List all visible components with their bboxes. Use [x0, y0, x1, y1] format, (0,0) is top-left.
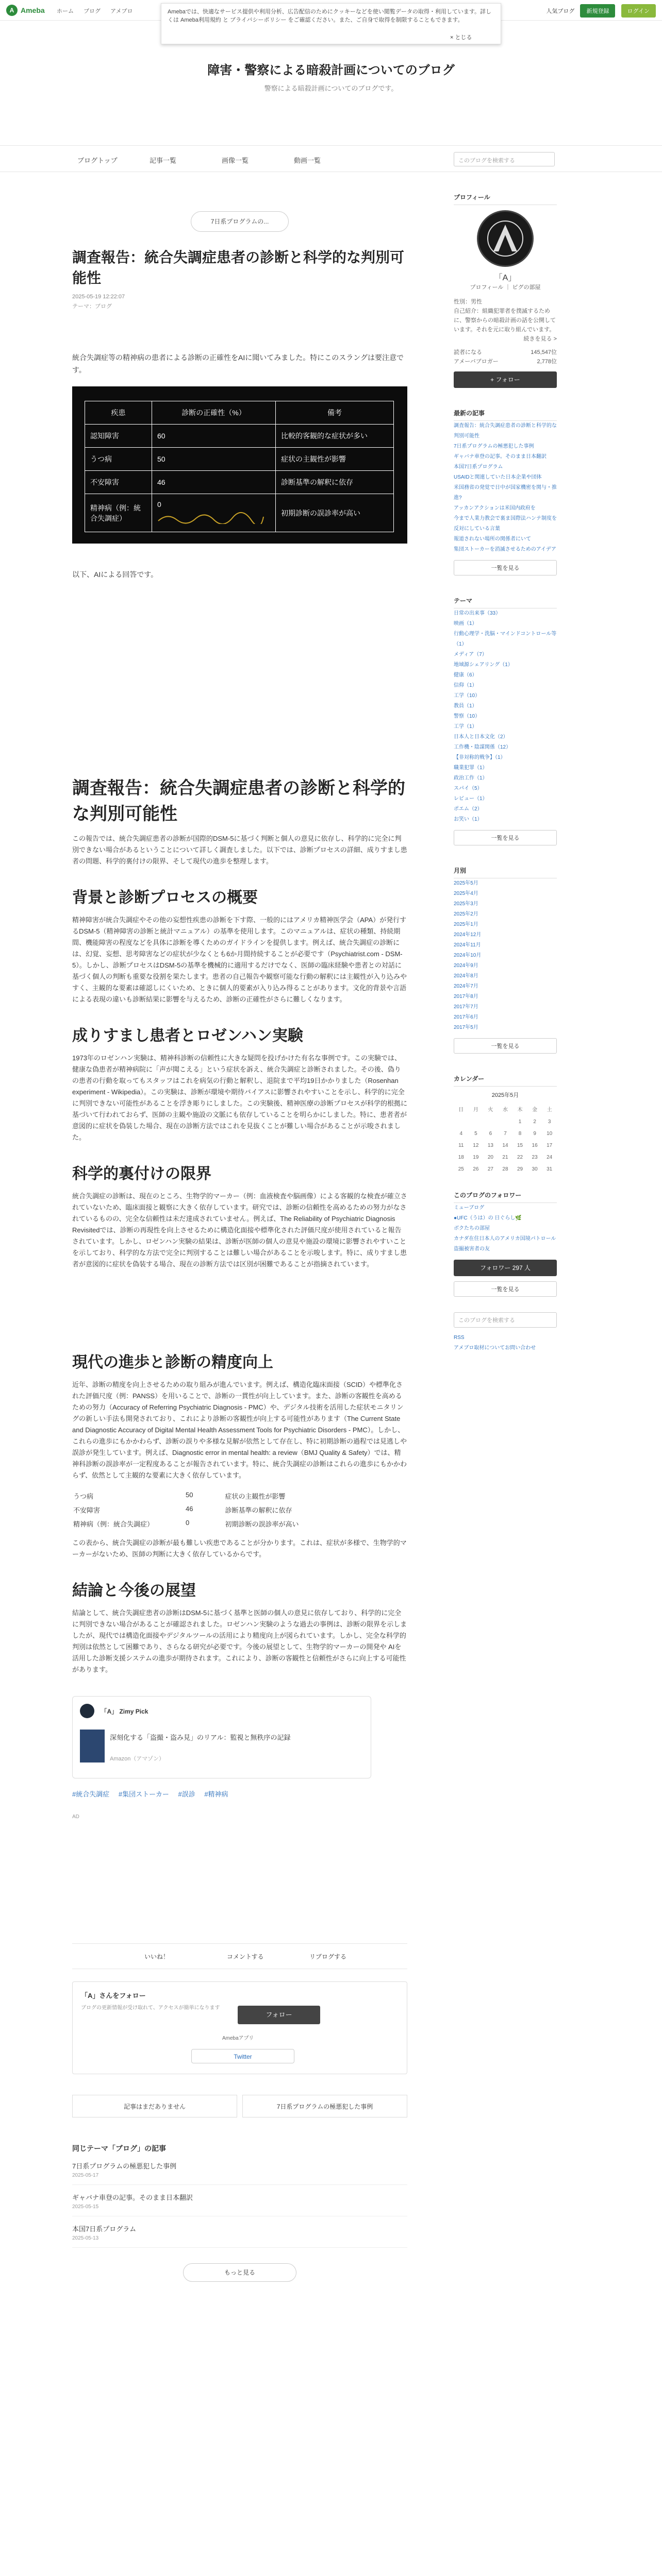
top-nav-home[interactable]: ホーム — [57, 8, 74, 14]
table-cell: 症状の主観性が影響 — [225, 1493, 286, 1500]
theme-link[interactable]: 地域源シェアリング（1） — [454, 662, 513, 668]
hashtag[interactable]: #誤診 — [178, 1790, 195, 1798]
nav-blog-top[interactable]: ブログトップ — [77, 157, 118, 164]
calendar-day[interactable]: 14 — [502, 1143, 508, 1148]
theme-link[interactable]: スパイ（5） — [454, 786, 483, 791]
recent-article-link[interactable]: 本国7日系プログラム — [454, 464, 503, 470]
archive-link[interactable]: 2017年7月 — [454, 1004, 478, 1010]
archive-link[interactable]: 2017年5月 — [454, 1025, 478, 1030]
table-row — [73, 1489, 330, 1502]
ameba-logo-icon[interactable]: A — [6, 5, 18, 16]
article-title: 調査報告：統合失調症患者の診断と科学的な判別可能性 — [72, 249, 405, 286]
calendar-day[interactable] — [469, 1116, 484, 1128]
archive-link[interactable]: 2025年4月 — [454, 891, 478, 896]
article-main — [72, 172, 407, 2282]
archive-list — [454, 878, 557, 1033]
calendar-day[interactable]: 7 — [504, 1131, 507, 1137]
section-paragraph-modern: 近年、診断の精度を向上させるための取り組みが進んでいます。例えば、構造化臨床面接（SCID）や標準化された評価尺度（例：PANSS）を用いることで、診断の一貫性が向上しています。また、診断の客観性を高めるための努力（Accuracy of Referring Psychiatric Diagnosis - PMC）や、デジタル技術を活用した症状モニタリングの新しい手法も開発されており、これにより診断の客観性が向上する可能性があります（The Current State and Diagnostic Accuracy of Digital Mental Health Assessment Tools for Psychiatric Disorders - PMC）。しかし、これらの進歩にもかかわらず、診断の誤りや多様な見解が依然として存在し、特に初期診断の過程では見逃しや誤診が発生しています。例えば、Diagnostic error in mental health: a review（BMJ Quality & Safety）では、精神科診断の誤診率が一定程度あることが報告されています。特に、統合失調症の診断はこれらの進歩にもかかわらず、依然として主観的な要素に大きく依存しています。 — [72, 1381, 407, 1479]
table-cell: 不安障害 — [73, 1506, 101, 1514]
calendar-day[interactable]: 23 — [532, 1155, 538, 1160]
pager-newer: 記事はまだありません — [72, 2095, 237, 2117]
calendar-weekday: 金 — [532, 1107, 538, 1113]
follow-box — [72, 1981, 407, 2074]
recent-article-link[interactable]: 報道されない場所の関係者にいて — [454, 536, 531, 542]
theme-link[interactable]: お笑い（1） — [454, 817, 483, 822]
avatar — [80, 1704, 94, 1718]
calendar-day[interactable]: 17 — [547, 1143, 553, 1148]
related-item-date: 2025-05-17 — [72, 2173, 99, 2178]
hashtag[interactable]: #精神病 — [204, 1790, 228, 1798]
follow-title: 「A」さんをフォロー — [81, 1992, 146, 1999]
brand-name[interactable]: Ameba — [21, 6, 45, 14]
nav-article-list[interactable]: 記事一覧 — [150, 157, 177, 164]
card-author: 「A」 Zimy Pick — [101, 1707, 148, 1715]
archive-link[interactable]: 2024年9月 — [454, 963, 478, 969]
list-item[interactable] — [72, 2161, 407, 2185]
calendar-day[interactable]: 13 — [487, 1143, 493, 1148]
calendar-weekday: 水 — [502, 1107, 508, 1113]
theme-link[interactable]: 日常の出来事（33） — [454, 611, 501, 616]
nav-video-list[interactable]: 動画一覧 — [294, 157, 321, 164]
reblog-button[interactable]: リブログする — [309, 1953, 347, 1960]
sidebar-search-input[interactable]: このブログを検索する — [454, 1312, 557, 1328]
follower-link[interactable]: ミューブログ — [454, 1205, 485, 1211]
calendar-day[interactable]: 20 — [487, 1155, 493, 1160]
calendar-weekday: 月 — [473, 1107, 478, 1113]
cookie-notice — [161, 3, 501, 44]
table-row — [85, 425, 394, 448]
related-item-title[interactable]: 本国7日系プログラム — [72, 2225, 137, 2233]
calendar-day[interactable]: 5 — [474, 1131, 477, 1137]
section-paragraph-conclusion: 結論として、統合失調症患者の診断はDSM-5に基づく基準と医師の個人の意見に依存しており、科学的に完全に判別できない場合があることが確認されました。ロゼンハン実験のような過去の事例は、診断の限界を示しましたが、現代では構造化面接やデジタルツールの活用により精度向上が図られています。しかし、完全な科学的判別は依然として困難であり、さらなる研究が必要です。今後の展望として、生物学的マーカーの開発や AIを活用した診断支援システムの進歩が期待されます。これにより、診断の客観性と信頼性がさらに向上する可能性があります。 — [72, 1609, 407, 1673]
blog-search-input[interactable]: このブログを検索する — [454, 152, 555, 166]
section-paragraph-science: 統合失調症の診断は、現在のところ、生物学的マーカー（例：血液検査や脳画像）による客観的な検査が確立されていないため、臨床面接と観察に大きく依存しています。研究では、診断の信頼性を高めるための努力がなされているものの、完全な信頼性は未だ達成されていません。例えば、The Reliability of Psychiatric Diagnosis Revisitedでは、診断の再現性を向上させるために構造化面接や標準化された評価尺度が使用されていると報告されています。しかし、ロゼンハン実験の結果は、診断が医師の個人の意見や施設の環境に影響されやすいことを示しており、科学的な方法で完全に判別することは難しい場合があることを示唆します。特に、成りすまし患者が意図的に症状を偽装する場合、現在の診断方法では区別が困難であることが指摘されています。 — [72, 1192, 407, 1268]
table-cell: 精神病（例：統合失調症） — [73, 1520, 154, 1528]
related-item-date: 2025-05-15 — [72, 2204, 99, 2210]
calendar-day[interactable]: 15 — [517, 1143, 523, 1148]
calendar-day[interactable]: 21 — [502, 1155, 508, 1160]
amazon-product-card[interactable] — [72, 1696, 371, 1778]
follower-link[interactable]: ボクたちの部屋 — [454, 1226, 490, 1231]
calendar-day[interactable]: 26 — [473, 1166, 479, 1172]
calendar-day[interactable]: 8 — [518, 1131, 522, 1137]
profile-name[interactable]: 「A」 — [494, 274, 517, 282]
article-date: 2025-05-19 12:22:07 — [72, 294, 125, 300]
ad-label: AD — [72, 1814, 79, 1820]
rank-value: 2,778位 — [537, 359, 557, 365]
article-pager — [72, 2095, 407, 2117]
profile-block — [454, 210, 557, 292]
archive-link[interactable]: 2025年5月 — [454, 880, 478, 886]
follow-button[interactable]: フォロー — [238, 2006, 320, 2024]
theme-heading: テーマ — [454, 596, 557, 608]
table-header: 備考 — [276, 401, 394, 425]
rss-link[interactable]: RSS — [454, 1335, 465, 1341]
table-cell: 初期診断の誤診率が高い — [225, 1520, 299, 1528]
a-emblem-icon — [486, 219, 524, 258]
follower-link[interactable]: 盗撮被害者の友 — [454, 1246, 490, 1252]
comment-button[interactable]: コメントする — [227, 1953, 264, 1960]
calendar-day[interactable] — [498, 1116, 513, 1128]
section-heading-modern: 現代の進歩と診断の精度向上 — [72, 1354, 273, 1371]
blog-subtitle: 警察による暗殺計画についてのブログです。 — [264, 84, 398, 92]
table-cell: 診断基準の解釈に依存 — [276, 471, 394, 494]
article-theme[interactable]: テーマ：ブログ — [72, 303, 112, 310]
calendar-heading: カレンダー — [454, 1074, 557, 1087]
diagnosis-table-image — [72, 386, 407, 544]
calendar-weekday: 日 — [458, 1107, 464, 1113]
archive-link[interactable]: 2025年3月 — [454, 901, 478, 907]
theme-link[interactable]: 警察（10） — [454, 714, 481, 719]
sidebar-profile-heading: プロフィール — [454, 193, 557, 205]
rank-label: 読者になる — [454, 349, 482, 355]
theme-link[interactable]: 教員（1） — [454, 703, 477, 709]
theme-link[interactable]: 【非対称的戦争】（1） — [454, 755, 506, 760]
hashtag[interactable]: #集団ストーカー — [118, 1790, 169, 1798]
card-title[interactable]: 深刻化する「盗撮・盗み見」のリアル：監視と無秩序の記録 — [110, 1734, 291, 1741]
theme-link[interactable]: 工作機・陰謀関係（12） — [454, 744, 511, 750]
recent-list — [454, 421, 557, 555]
recent-more-button[interactable]: 一覧を見る — [454, 560, 557, 575]
profile-info: 性別：男性 自己紹介：組織犯罪者を撲滅するために、警察からの暗殺計画の話を公開しています。それを元に取り組んでいます。 — [454, 299, 556, 333]
blog-header — [0, 45, 662, 107]
calendar-weekday: 火 — [488, 1107, 493, 1113]
calendar-day[interactable]: 16 — [532, 1143, 538, 1148]
calendar-day[interactable]: 10 — [547, 1131, 553, 1137]
article-actions — [72, 1943, 407, 1969]
calendar-day[interactable]: 30 — [532, 1166, 538, 1172]
top-right — [542, 4, 656, 18]
hashtags — [72, 1789, 407, 1799]
recent-heading: 最新の記事 — [454, 409, 557, 421]
cookie-close-button[interactable]: × とじる — [450, 35, 472, 41]
cookie-text: Amebaでは、快適なサービス提供や利用分析、広告配信のためにクッキーなどを使い閲覧データの取得・利用しています。詳しくは Ameba利用規約 と プライバシーポリシー をご確認ください。また、ご自身で取得を制限することもできます。 — [168, 9, 491, 23]
archive-link[interactable]: 2017年6月 — [454, 1014, 478, 1020]
nav-image-list[interactable]: 画像一覧 — [222, 157, 249, 164]
card-source: Amazon（アマゾン） — [110, 1756, 165, 1762]
profile-read-more[interactable]: 続きを見る > — [523, 336, 557, 342]
table-cell: 比較的客観的な症状が多い — [276, 425, 394, 448]
table-cell: 認知障害 — [85, 425, 152, 448]
table-cell: 46 — [186, 1505, 193, 1513]
section-paragraph-rosenhan: 1973年のロゼンハン実験は、精神科診断の信頼性に大きな疑問を投げかけた有名な事例です。この実験では、健康な偽患者が精神病院に「声が聞こえる」という症状を訴え、統合失調症と診断されました。その後、偽りの患者の行動を取ってもスタッフはこれを病気の行動と解釈し、退院まで平均19日かかりました（Rosenhan experiment - Wikipedia）。この実験は、診断が環境や期待バイアスに影響されやすいことを示し、科学的に完全に判別できない可能性があることを浮き彫りにしました。この実験後、精神医療の診断プロセスが科学的根拠に基づいて行われておらず、医師の主観や施設の文脈にも依存していることを明らかにしました。特に、患者者が意図的に症状を偽装した場合、現在の診断方法ではこれを見抜くことが難しい場合があることが示唆されました。 — [72, 1054, 408, 1141]
table-cell: 不安障害 — [85, 471, 152, 494]
table-cell: うつ病 — [73, 1493, 94, 1500]
table-cell: 初期診断の誤診率が高い — [276, 494, 394, 532]
theme-list — [454, 608, 557, 825]
recent-article-link[interactable]: ギャバナ車登の記事。そのまま日本翻訳 — [454, 454, 547, 460]
calendar-weekday: 木 — [517, 1107, 523, 1113]
table-cell: うつ病 — [85, 448, 152, 471]
table-cell-value: 0 — [157, 500, 161, 509]
archive-more-button[interactable]: 一覧を見る — [454, 1038, 557, 1054]
profile-meta[interactable]: プロフィール ｜ ピグの部屋 — [470, 284, 541, 291]
calendar-day[interactable]: 1 — [518, 1119, 522, 1125]
top-nav — [57, 7, 141, 15]
calendar-day[interactable]: 12 — [473, 1143, 479, 1148]
contact-link[interactable]: アメブロ取材についてお問い合わせ — [454, 1345, 536, 1351]
calendar-day[interactable]: 31 — [547, 1166, 553, 1172]
theme-link[interactable]: 政治工作（1） — [454, 775, 488, 781]
table-row — [73, 1517, 330, 1530]
table-header: 診断の正確性（%） — [152, 401, 276, 425]
table-cell: 50 — [186, 1491, 193, 1499]
list-item[interactable] — [72, 2224, 407, 2248]
recent-article-link[interactable]: 集団ストーカーを消滅させるためのアイデア — [454, 547, 556, 552]
calendar-day[interactable]: 4 — [459, 1131, 463, 1137]
follow-desc: ブログの更新情報が受け取れて、アクセスが簡単になります — [81, 2005, 220, 2011]
archive-link[interactable]: 2024年8月 — [454, 973, 478, 979]
summary-paragraph: この表から、統合失調症の診断が最も難しい疾患であることが分かります。これは、症状が多様で、生物学的マーカーがないため、医師の判断に大きく依存しているからです。 — [72, 1539, 407, 1558]
theme-link[interactable]: メディア（7） — [454, 652, 487, 657]
archive-heading: 月別 — [454, 866, 557, 878]
table-cell: 60 — [152, 425, 276, 448]
archive-link[interactable]: 2024年12月 — [454, 932, 482, 938]
related-more-button[interactable]: もっと見る — [183, 2263, 296, 2282]
summary-table — [72, 1488, 331, 1531]
table-cell: 精神病（例：統合失調症） — [85, 494, 152, 532]
top-nav-blog[interactable]: ブログ — [84, 8, 101, 14]
calendar-day[interactable]: 27 — [487, 1166, 493, 1172]
diagnosis-table — [85, 401, 394, 532]
theme-link[interactable]: 日本人と日本文化（2） — [454, 734, 508, 740]
calendar-day[interactable]: 6 — [489, 1131, 492, 1137]
recent-article-link[interactable]: 7日系プログラムの極悪犯した事例 — [454, 444, 534, 449]
calendar-day[interactable]: 19 — [473, 1155, 479, 1160]
table-cell: 46 — [152, 471, 276, 494]
theme-link[interactable]: ポエム（2） — [454, 806, 483, 812]
recent-article-link[interactable]: 米国務省の発覚で日中が国家機密を関与・推進? — [454, 485, 557, 501]
login-button[interactable]: ログイン — [621, 4, 656, 18]
following-heading: このブログのフォロワー — [454, 1191, 557, 1203]
table-cell: 50 — [152, 448, 276, 471]
blog-title[interactable]: 障害・警察による暗殺計画についてのブログ — [207, 63, 455, 77]
rank-row — [454, 348, 557, 357]
table-cell — [152, 494, 276, 532]
table-cell: 0 — [186, 1519, 190, 1527]
archive-link[interactable]: 2024年10月 — [454, 953, 482, 958]
archive-link[interactable]: 2025年2月 — [454, 911, 478, 917]
recent-article-link[interactable]: 今まで人業力教会で裏ま国際法ハンテ制度を反対にしている言葉 — [454, 516, 557, 532]
follower-count-button[interactable]: フォロワー 297 人 — [454, 1260, 557, 1276]
avatar[interactable] — [477, 210, 534, 267]
calendar-day[interactable]: 29 — [517, 1166, 523, 1172]
book-thumbnail[interactable] — [80, 1730, 105, 1762]
archive-link[interactable]: 2024年7月 — [454, 984, 478, 989]
rank-label: アメーバブロガー — [454, 359, 499, 365]
archive-link[interactable]: 2025年1月 — [454, 922, 478, 927]
calendar — [454, 1102, 557, 1175]
table-header: 疾患 — [85, 401, 152, 425]
sidebar — [454, 172, 557, 1353]
report-heading: 調査報告：統合失調症患者の診断と科学的な判別可能性 — [72, 778, 405, 824]
recent-article-link[interactable]: 調査報告：統合失調症患者の診断と科学的な判別可能性 — [454, 423, 557, 439]
theme-link[interactable]: 健康（6） — [454, 672, 477, 678]
section-paragraph-background: 精神障害が統合失調症やその他の妄想性疾患の診断を下す際、一般的にはアメリカ精神医学会（APA）が発行するDSM-5（精神障害の診断と統計マニュアル）の基準を使用します。このマニュアルは、症状の種類、持続期間、機能障害の程度などを具体に診断を導くためのガイドラインを提供します。例えば、統合失調症の診断には、幻覚、妄想、思考障害などの症状が少なくとも6か月間持続することが必要です（Psychiatrist.com - DSM-5）。しかし、診断プロセスはDSM-5の基準を機械的に適用するだけでなく、医師の臨床経験や患者との対話に基づく個人の判断も重要な役割を果たします。患者の自己報告や観察可能な行動の解釈には主観性が入り込みやすく、主観的な要素は確認しにくいため、ときに個人的要素が入り込み得ることがあります。文化的背景や言語による表現の違いも診断結果に影響を与えるため、診断の正確性がさらに難しくなります。 — [72, 916, 407, 1003]
calendar-day[interactable]: 24 — [547, 1155, 553, 1160]
table-cell: 診断基準の解釈に依存 — [225, 1506, 292, 1514]
table-row — [85, 471, 394, 494]
archive-link[interactable]: 2024年11月 — [454, 942, 481, 948]
recent-article-link[interactable]: アッカンアクションは米国内政府を — [454, 505, 536, 511]
related-title: 同じテーマ「ブログ」の記事 — [72, 2144, 166, 2153]
pager-older[interactable]: 7日系プログラムの極悪犯した事例 — [242, 2095, 407, 2117]
follower-link[interactable]: カナダ在住日本人のアメリカ国境パトロール — [454, 1236, 556, 1242]
calendar-day[interactable]: 18 — [458, 1155, 464, 1160]
table-cell: 症状の主観性が影響 — [276, 448, 394, 471]
popular-blog-link[interactable]: 人気ブログ — [546, 8, 575, 14]
section-heading-conclusion: 結論と今後の展望 — [72, 1582, 196, 1599]
theme-more-button[interactable]: 一覧を見る — [454, 830, 557, 845]
list-item[interactable] — [72, 2192, 407, 2216]
table-row — [85, 448, 394, 471]
ameba-app-label: Amebaアプリ — [222, 2036, 254, 2041]
related-item-title[interactable]: 7日系プログラムの極悪犯した事例 — [72, 2162, 177, 2170]
like-button[interactable]: いいね！ — [144, 1953, 170, 1960]
section-heading-science: 科学的裏付けの限界 — [72, 1165, 211, 1182]
theme-link[interactable]: 職業犯罪（1） — [454, 765, 488, 771]
calendar-day[interactable] — [454, 1116, 469, 1128]
top-nav-ameblo[interactable]: アメブロ — [110, 8, 133, 14]
calendar-day[interactable]: 2 — [533, 1119, 536, 1125]
sidebar-follow-button[interactable]: + フォロー — [454, 371, 557, 388]
follower-link[interactable]: ●UFC（うは）の 日ぐらし🌿 — [454, 1215, 522, 1221]
calendar-day[interactable] — [483, 1116, 498, 1128]
prev-article-button[interactable]: 7日系プログラムの... — [191, 211, 289, 232]
hashtag[interactable]: #統合失調症 — [72, 1790, 110, 1798]
related-item-date: 2025-05-13 — [72, 2235, 99, 2241]
theme-link[interactable]: 行動心理学・洗脳・マインドコントロール等（1） — [454, 631, 557, 647]
calendar-day[interactable]: 22 — [517, 1155, 523, 1160]
rank-row — [454, 357, 557, 366]
calendar-weekday: 土 — [547, 1107, 552, 1113]
report-paragraph: この報告では、統合失調症患者の診断が国際的DSM-5に基づく判断と個人の意見に依存し、科学的に完全に判別できない場合があるということについて詳しく調査しました。以下では、診断プロセスの詳細、成りすまし患者の問題、科学的裏付けの限界、そして現代の進歩を整理します。 — [72, 835, 407, 865]
calendar-day[interactable]: 11 — [458, 1143, 464, 1148]
theme-link[interactable]: 工学（10） — [454, 693, 481, 699]
register-button[interactable]: 新規登録 — [580, 4, 615, 18]
calendar-day[interactable]: 3 — [548, 1119, 551, 1125]
calendar-day[interactable]: 25 — [458, 1166, 464, 1172]
theme-link[interactable]: 工学（1） — [454, 724, 477, 730]
article-intro: 統合失調症等の精神病の患者による診断の正確性をAIに聞いてみました。特にこのスラングは要注意です。 — [72, 353, 404, 374]
related-item-title[interactable]: ギャバナ車登の記事。そのまま日本翻訳 — [72, 2194, 193, 2201]
calendar-month: 2025年5月 — [491, 1092, 519, 1098]
calendar-day[interactable]: 9 — [533, 1131, 536, 1137]
recent-article-link[interactable]: USAIDと関連していた日本企業や団体 — [454, 474, 542, 480]
theme-link[interactable]: 映画（1） — [454, 621, 477, 626]
table-row — [73, 1503, 330, 1516]
section-heading-background: 背景と診断プロセスの概要 — [72, 889, 258, 906]
section-heading-rosenhan: 成りすまし患者とロゼンハン実験 — [72, 1027, 303, 1044]
theme-link[interactable]: 信仰（1） — [454, 683, 477, 688]
table-row — [85, 494, 394, 532]
follower-more-button[interactable]: 一覧を見る — [454, 1281, 557, 1297]
theme-link[interactable]: レビュー（1） — [454, 796, 488, 802]
ai-answer-note: 以下、AIによる回答です。 — [72, 570, 158, 579]
archive-link[interactable]: 2017年8月 — [454, 994, 478, 999]
blog-nav — [0, 145, 662, 172]
calendar-day[interactable]: 28 — [502, 1166, 508, 1172]
decorative-squiggle-icon — [157, 511, 266, 524]
follower-list — [454, 1203, 557, 1255]
rank-value: 145,547位 — [531, 349, 557, 355]
twitter-button[interactable]: Twitter — [191, 2049, 294, 2063]
